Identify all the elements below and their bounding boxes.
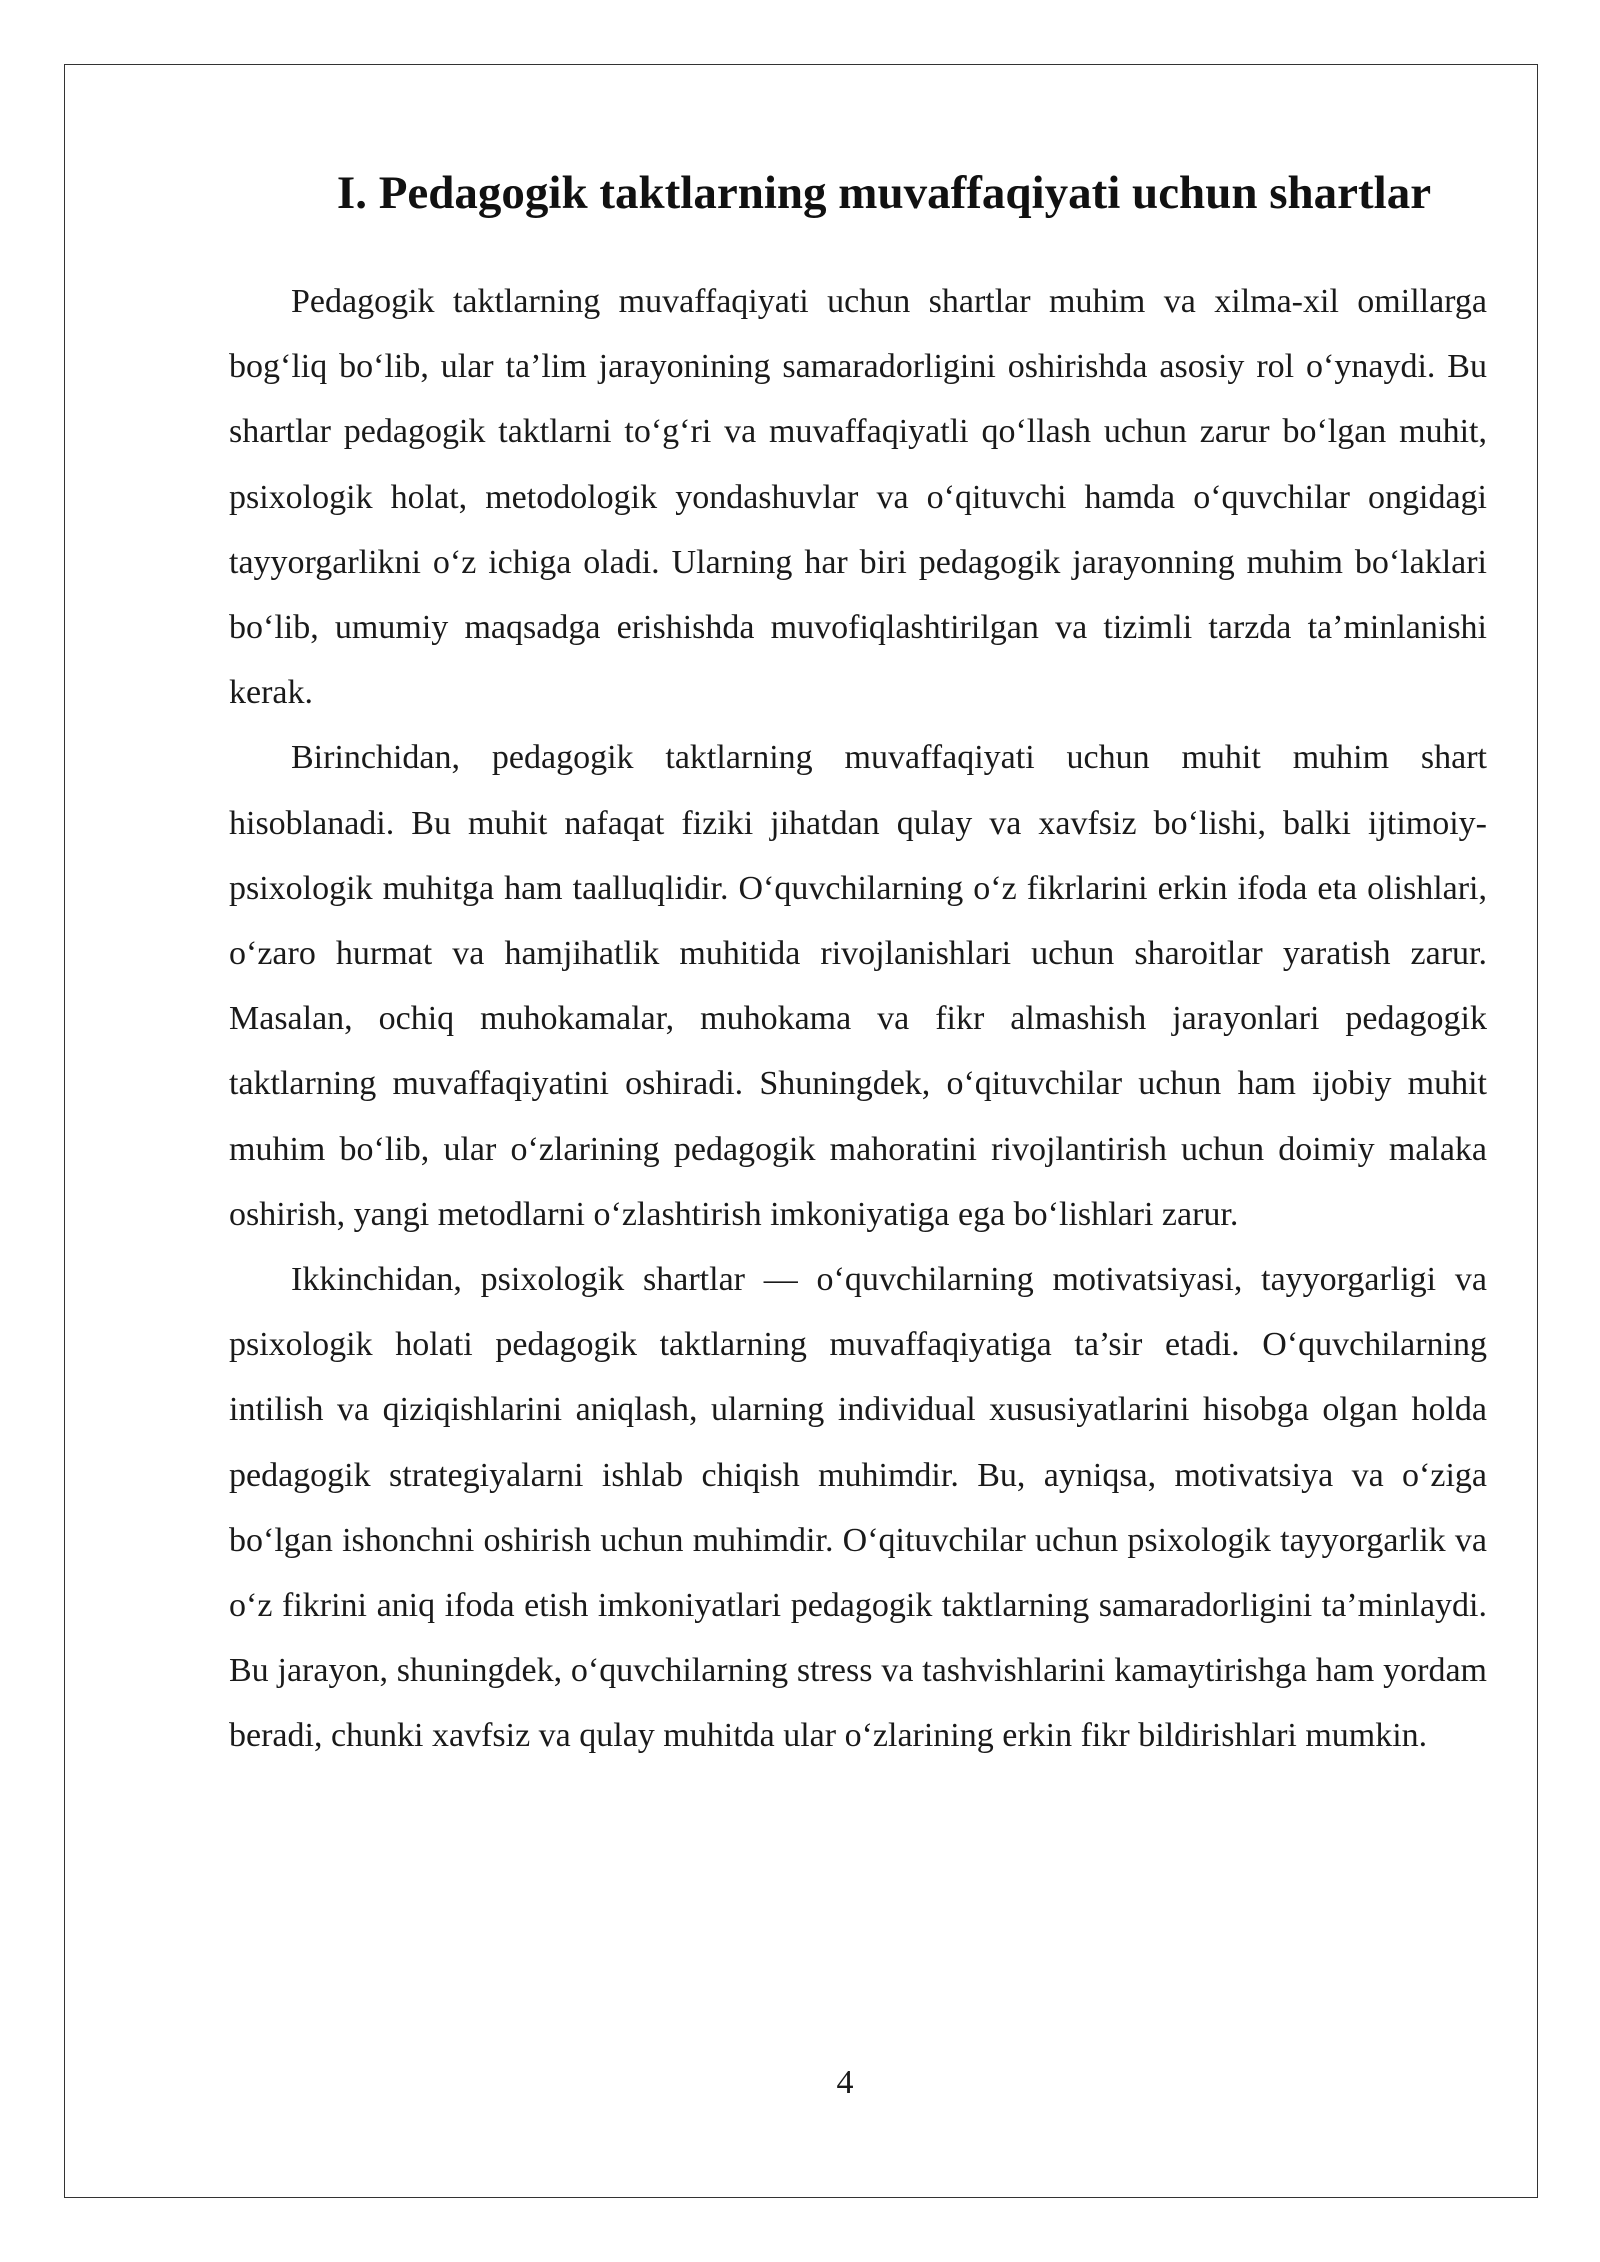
document-content xyxy=(229,146,1487,1769)
paragraph-intro: Pedagogik taktlarning muvaffaqiyati uchun shartlar muhim va xilma-xil omillarga bog‘liq bo‘lib, ular ta’lim jarayonining samaradorligini oshirishda asosiy rol o‘ynaydi. Bu shartlar pedagogik taktlarni to‘g‘ri va muvaffaqiyatli qo‘llash uchun zarur bo‘lgan muhit, psixologik holat, metodologik yondashuvlar va o‘qituvchi hamda o‘quvchilar ongidagi tayyorgarlikni o‘z ichiga oladi. Ularning har biri pedagogik jarayonning muhim bo‘laklari bo‘lib, umumiy maqsadga erishishda muvofiqlashtirilgan va tizimli tarzda ta’minlanishi kerak. xyxy=(229,283,1487,712)
paragraph-psychological: Ikkinchidan, psixologik shartlar — o‘quvchilarning motivatsiyasi, tayyorgarligi va psixologik holati pedagogik taktlarning muvaffaqiyatiga ta’sir etadi. O‘quvchilarning intilish va qiziqishlarini aniqlash, ularning individual xususiyatlarini hisobga olgan holda pedagogik strategiyalarni ishlab chiqish muhimdir. Bu, ayniqsa, motivatsiya va o‘ziga bo‘lgan ishonchni oshirish uchun muhimdir. O‘qituvchilar uchun psixologik tayyorgarlik va o‘z fikrini aniq ifoda etish imkoniyatlari pedagogik taktlarning samaradorligini ta’minlaydi. Bu jarayon, shuningdek, o‘quvchilarning stress va tashvishlarini kamaytirishga ham yordam beradi, chunki xavfsiz va qulay muhitda ular o‘zlarining erkin fikr bildirishlari mumkin. xyxy=(229,1261,1487,1755)
body-text xyxy=(229,269,1487,1769)
section-title: I. Pedagogik taktlarning muvaffaqiyati uchun shartlar xyxy=(336,167,1432,219)
page-number: 4 xyxy=(836,2064,854,2101)
paragraph-environment: Birinchidan, pedagogik taktlarning muvaffaqiyati uchun muhit muhim shart hisoblanadi. Bu muhit nafaqat fiziki jihatdan qulay va xavfsiz bo‘lishi, balki ijtimoiy-psixologik muhitga ham taalluqlidir. O‘quvchilarning o‘z fikrlarini erkin ifoda eta olishlari, o‘zaro hurmat va hamjihatlik muhitida rivojlanishlari uchun sharoitlar yaratish zarur. Masalan, ochiq muhokamalar, muhokama va fikr almashish jarayonlari pedagogik taktlarning muvaffaqiyatini oshiradi. Shuningdek, o‘qituvchilar uchun ham ijobiy muhit muhim bo‘lib, ular o‘zlarining pedagogik mahoratini rivojlantirish uchun doimiy malaka oshirish, yangi metodlarni o‘zlashtirish imkoniyatiga ega bo‘lishlari zarur. xyxy=(229,739,1487,1233)
